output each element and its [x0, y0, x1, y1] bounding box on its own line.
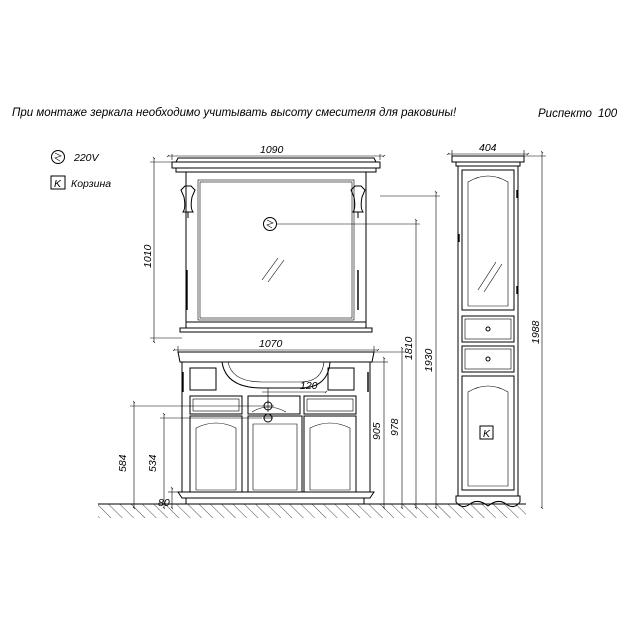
- dim-1810-label: 1810: [403, 336, 415, 360]
- legend-socket-label: 220V: [74, 152, 99, 164]
- legend-basket-label: Корзина: [71, 178, 112, 190]
- basket-k-icon: [51, 176, 65, 190]
- socket-220v-icon: [52, 151, 65, 164]
- dim-905: [371, 358, 388, 508]
- dim-1988-label: 1988: [530, 320, 542, 344]
- dim-vanity-width: [174, 338, 378, 352]
- dim-120: 120: [300, 380, 318, 392]
- dim-column-width: [448, 142, 528, 156]
- dim-1070: 1070: [259, 338, 283, 350]
- dim-905-label: 905: [371, 422, 383, 440]
- mounting-note: При монтаже зеркала необходимо учитывать высоту смесителя для раковины!: [12, 107, 457, 119]
- column-basket-symbol: K: [483, 428, 491, 440]
- column-cabinet: [452, 156, 524, 507]
- dim-column-height: [524, 152, 546, 508]
- dim-1010: 1010: [142, 244, 154, 268]
- legend-socket: [52, 151, 100, 165]
- dim-1930-label: 1930: [423, 348, 435, 372]
- basket-k-symbol: K: [54, 178, 62, 190]
- column-basket-icon: [480, 426, 493, 440]
- model-size: 100: [598, 108, 618, 120]
- dim-534-label: 534: [147, 454, 159, 472]
- dim-mirror-height: [142, 158, 182, 342]
- legend-basket: [51, 176, 111, 190]
- vanity: [178, 352, 374, 504]
- dim-584-label: 584: [117, 454, 129, 472]
- dim-534: [147, 414, 262, 508]
- mirror: [172, 158, 380, 332]
- dim-1810: [276, 220, 420, 508]
- mirror-lamp-right: [351, 186, 365, 218]
- vanity-socket-icon: [263, 414, 273, 422]
- dim-80-label: 80: [158, 497, 170, 509]
- dim-404: 404: [479, 142, 497, 154]
- dim-978-label: 978: [389, 418, 401, 436]
- mirror-lamp-left: [181, 186, 195, 218]
- dim-basin-offset: [262, 380, 326, 404]
- model-name: Риспекто: [538, 108, 592, 120]
- mirror-socket-icon: [264, 218, 277, 231]
- dim-1090: 1090: [260, 144, 284, 156]
